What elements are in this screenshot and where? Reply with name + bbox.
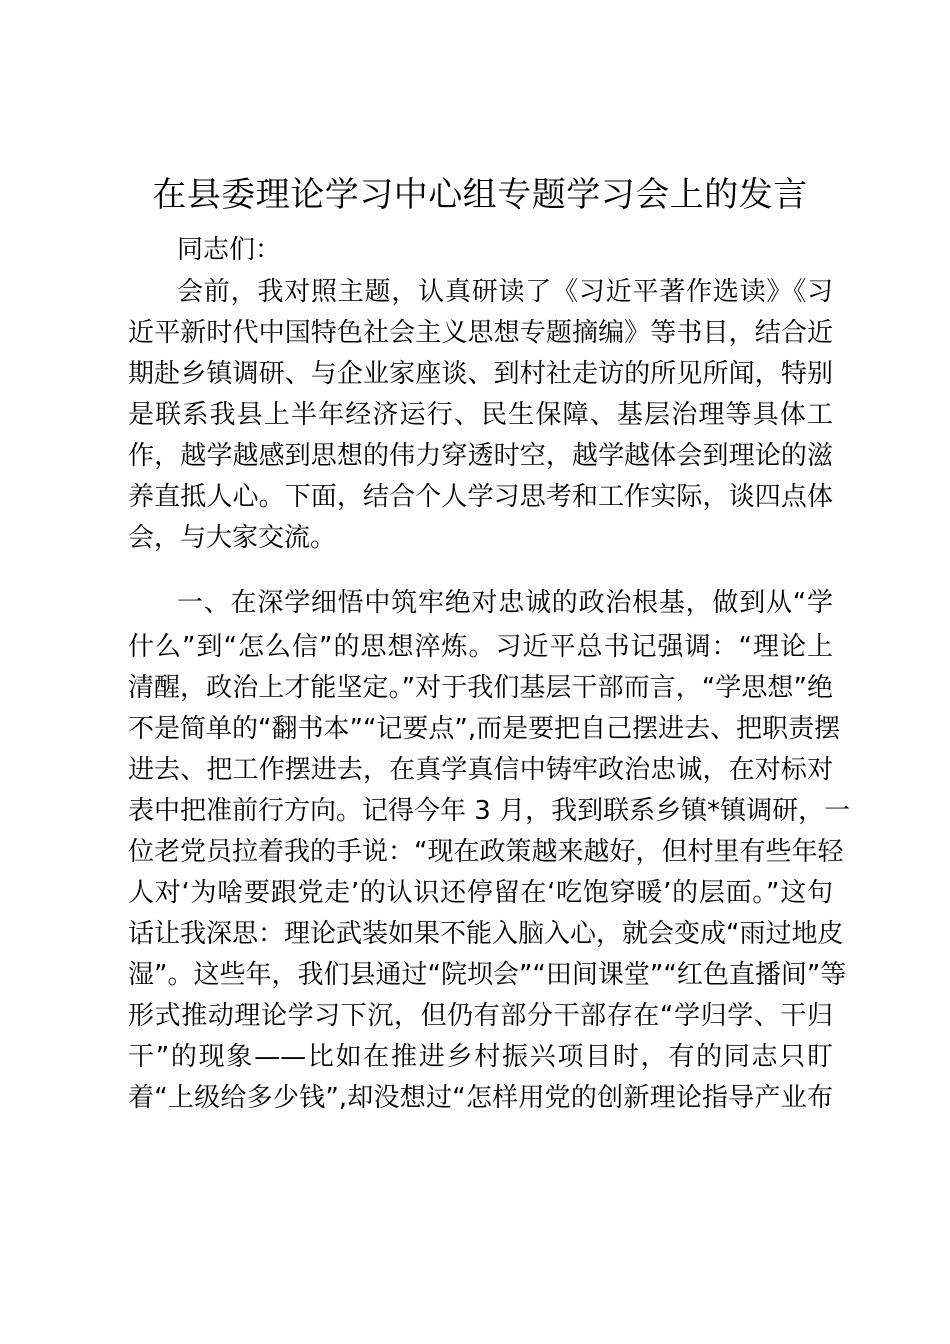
paragraph-line: 清醒，政治上才能坚定。”对于我们基层干部而言，“学思想”绝 bbox=[128, 673, 833, 703]
paragraph-line: 会前，我对照主题，认真研读了《习近平著作选读》《习 bbox=[177, 277, 833, 307]
paragraph-line: 位老党员拉着我的手说：“现在政策越来越好，但村里有些年轻 bbox=[128, 837, 844, 867]
paragraph-line: 什么”到“怎么信”的思想淬炼。习近平总书记强调：“理论上 bbox=[128, 632, 833, 662]
paragraph-line: 作，越学越感到思想的伟力穿透时空，越学越体会到理论的滋 bbox=[128, 441, 833, 471]
paragraph-line: 近平新时代中国特色社会主义思想专题摘编》等书目，结合近 bbox=[128, 318, 833, 348]
paragraph-line: 是联系我县上半年经济运行、民生保障、基层治理等具体工 bbox=[128, 400, 833, 430]
paragraph-line: 一、在深学细悟中筑牢绝对忠诚的政治根基，做到从“学 bbox=[177, 588, 833, 618]
paragraph-line: 会，与大家交流。 bbox=[128, 523, 337, 553]
paragraph-line: 着“上级给多少钱”,却没想过“怎样用党的创新理论指导产业布 bbox=[128, 1083, 833, 1113]
paragraph-line: 话让我深思：理论武装如果不能入脑入心，就会变成“雨过地皮 bbox=[128, 919, 844, 949]
paragraph-line: 不是简单的“翻书本”“记要点”,而是要把自己摆进去、把职责摆 bbox=[128, 714, 841, 744]
paragraph-line: 湿”。这些年，我们县通过“院坝会”“田间课堂”“红色直播间”等 bbox=[128, 960, 847, 990]
salutation: 同志们： bbox=[177, 235, 282, 265]
paragraph-line: 人对‘为啥要跟党走’的认识还停留在‘吃饱穿暖’的层面。”这句 bbox=[128, 878, 833, 908]
document-title: 在县委理论学习中心组专题学习会上的发言 bbox=[152, 175, 808, 215]
paragraph-line: 养直抵人心。下面，结合个人学习思考和工作实际，谈四点体 bbox=[128, 482, 833, 512]
paragraph-line: 进去、把工作摆进去，在真学真信中铸牢政治忠诚，在对标对 bbox=[128, 755, 833, 785]
paragraph-line: 干”的现象——比如在推进乡村振兴项目时，有的同志只盯 bbox=[128, 1042, 833, 1072]
paragraph-line: 形式推动理论学习下沉，但仍有部分干部存在“学归学、干归 bbox=[128, 1001, 833, 1031]
paragraph-line: 期赴乡镇调研、与企业家座谈、到村社走访的所见所闻，特别 bbox=[128, 359, 833, 389]
paragraph-line: 表中把准前行方向。记得今年 3 月，我到联系乡镇*镇调研，一 bbox=[128, 796, 851, 826]
